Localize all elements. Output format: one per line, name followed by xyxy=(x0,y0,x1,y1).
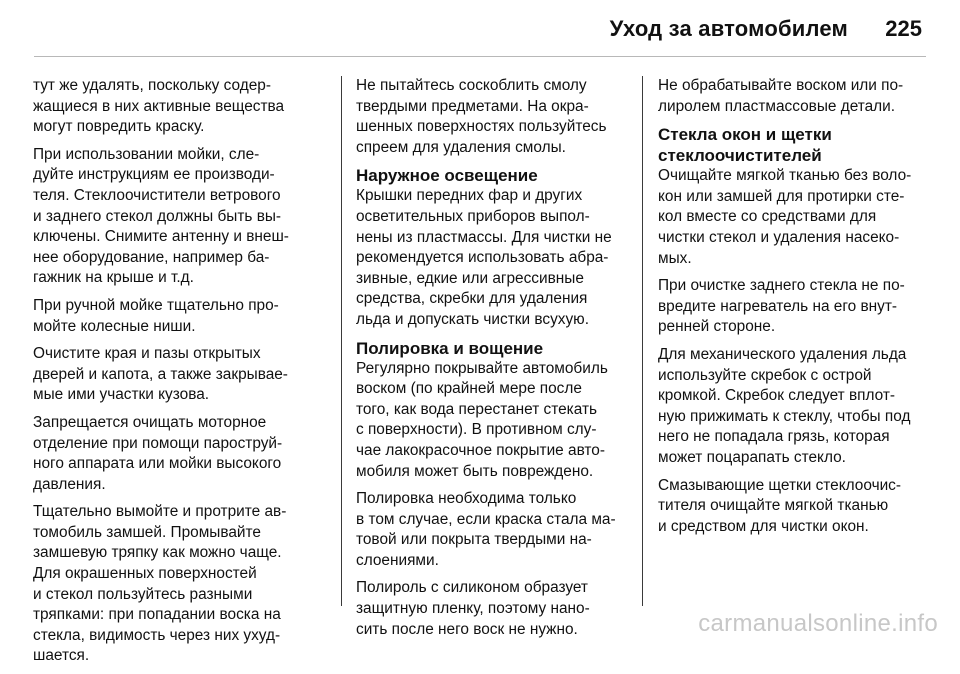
paragraph: Очищайте мягкой тканью без воло‐ кон или замшей для протирки сте‐ кол вместе со средствами для чистки стекол и удаления насеко‐ мых. xyxy=(658,167,912,267)
header-rule xyxy=(34,56,926,57)
column-divider xyxy=(642,76,643,606)
paragraph: Очистите края и пазы открытых дверей и капота, а также закрывае‐ мые ими участки кузова. xyxy=(33,345,288,404)
paragraph: Не пытайтесь соскоблить смолу твердыми предметами. На окра‐ шенных поверхностях пользуйтесь спреем для удаления смолы. xyxy=(356,77,607,156)
section-heading-exterior-lighting: Наружное освещение xyxy=(356,166,538,186)
paragraph: Смазывающие щетки стеклоочис‐ тителя очищайте мягкой тканью и средством для чистки окон. xyxy=(658,476,902,535)
column-divider xyxy=(341,76,342,606)
paragraph: Запрещается очищать моторное отделение при помощи пароструй‐ ного аппарата или мойки высокого давления. xyxy=(33,413,283,493)
paragraph: При ручной мойке тщательно про‐ мойте колесные ниши. xyxy=(33,296,279,335)
paragraph: Тщательно вымойте и протрите ав‐ томобиль замшей. Промывайте замшевую тряпку как можно чаще. Для окрашенных поверхностей и стекол пользуйтесь разными тряпками: при попадании воска на стекла, видимость через них ухуд‐ шается. xyxy=(33,503,287,665)
paragraph: тут же удалять, поскольку содер‐ жащиеся в них активные вещества могут повредить краску. xyxy=(33,77,285,136)
paragraph: Полировка необходима только в том случае, если краска стала ма‐ товой или покрыта твердыми на‐ слоениями. xyxy=(356,490,616,569)
paragraph: Полироль с силиконом образует защитную пленку, поэтому нано‐ сить после него воск не нужно. xyxy=(356,579,590,638)
page-header xyxy=(0,0,960,52)
text-column-1 xyxy=(33,76,318,674)
page-number: 225 xyxy=(885,16,922,41)
page-title: Уход за автомобилем xyxy=(609,16,848,41)
paragraph: Крышки передних фар и других осветительных приборов выпол‐ нены из пластмассы. Для чистки не рекомендуется использовать абра‐ зивные, едкие или агрессивные средства, скребки для удаления льда и допускать чистки всухую. xyxy=(356,187,612,328)
watermark: carmanualsonline.info xyxy=(698,610,938,637)
paragraph: Не обрабатывайте воском или по‐ лиролем пластмассовые детали. xyxy=(658,77,904,115)
paragraph: При очистке заднего стекла не по‐ вредите нагреватель на его внут‐ ренней стороне. xyxy=(658,277,905,336)
paragraph: Для механического удаления льда используйте скребок с острой кромкой. Скребок следует вплот‐ ную прижимать к стеклу, чтобы под него не попадала грязь, которая может поцарапать стекло. xyxy=(658,345,911,466)
paragraph: При использовании мойки, сле‐ дуйте инструкциям ее производи‐ теля. Стеклоочистители ветрового и заднего стекол должны быть вы‐ ключены. Снимите антенну и внеш‐ нее оборудование, например ба‐ гажник на крыше и т.д. xyxy=(33,145,289,287)
text-column-3 xyxy=(658,76,928,544)
paragraph: Регулярно покрывайте автомобиль воском (по крайней мере после того, как вода перестанет стекать с поверхности). В противном слу‐ чае лакокрасочное покрытие авто‐ мобиля может быть повреждено. xyxy=(356,359,608,480)
section-heading-windows-wipers: Стекла окон и щетки стеклоочистителей xyxy=(658,125,832,166)
text-column-2 xyxy=(356,76,641,647)
section-heading-polishing-waxing: Полировка и вощение xyxy=(356,338,544,358)
